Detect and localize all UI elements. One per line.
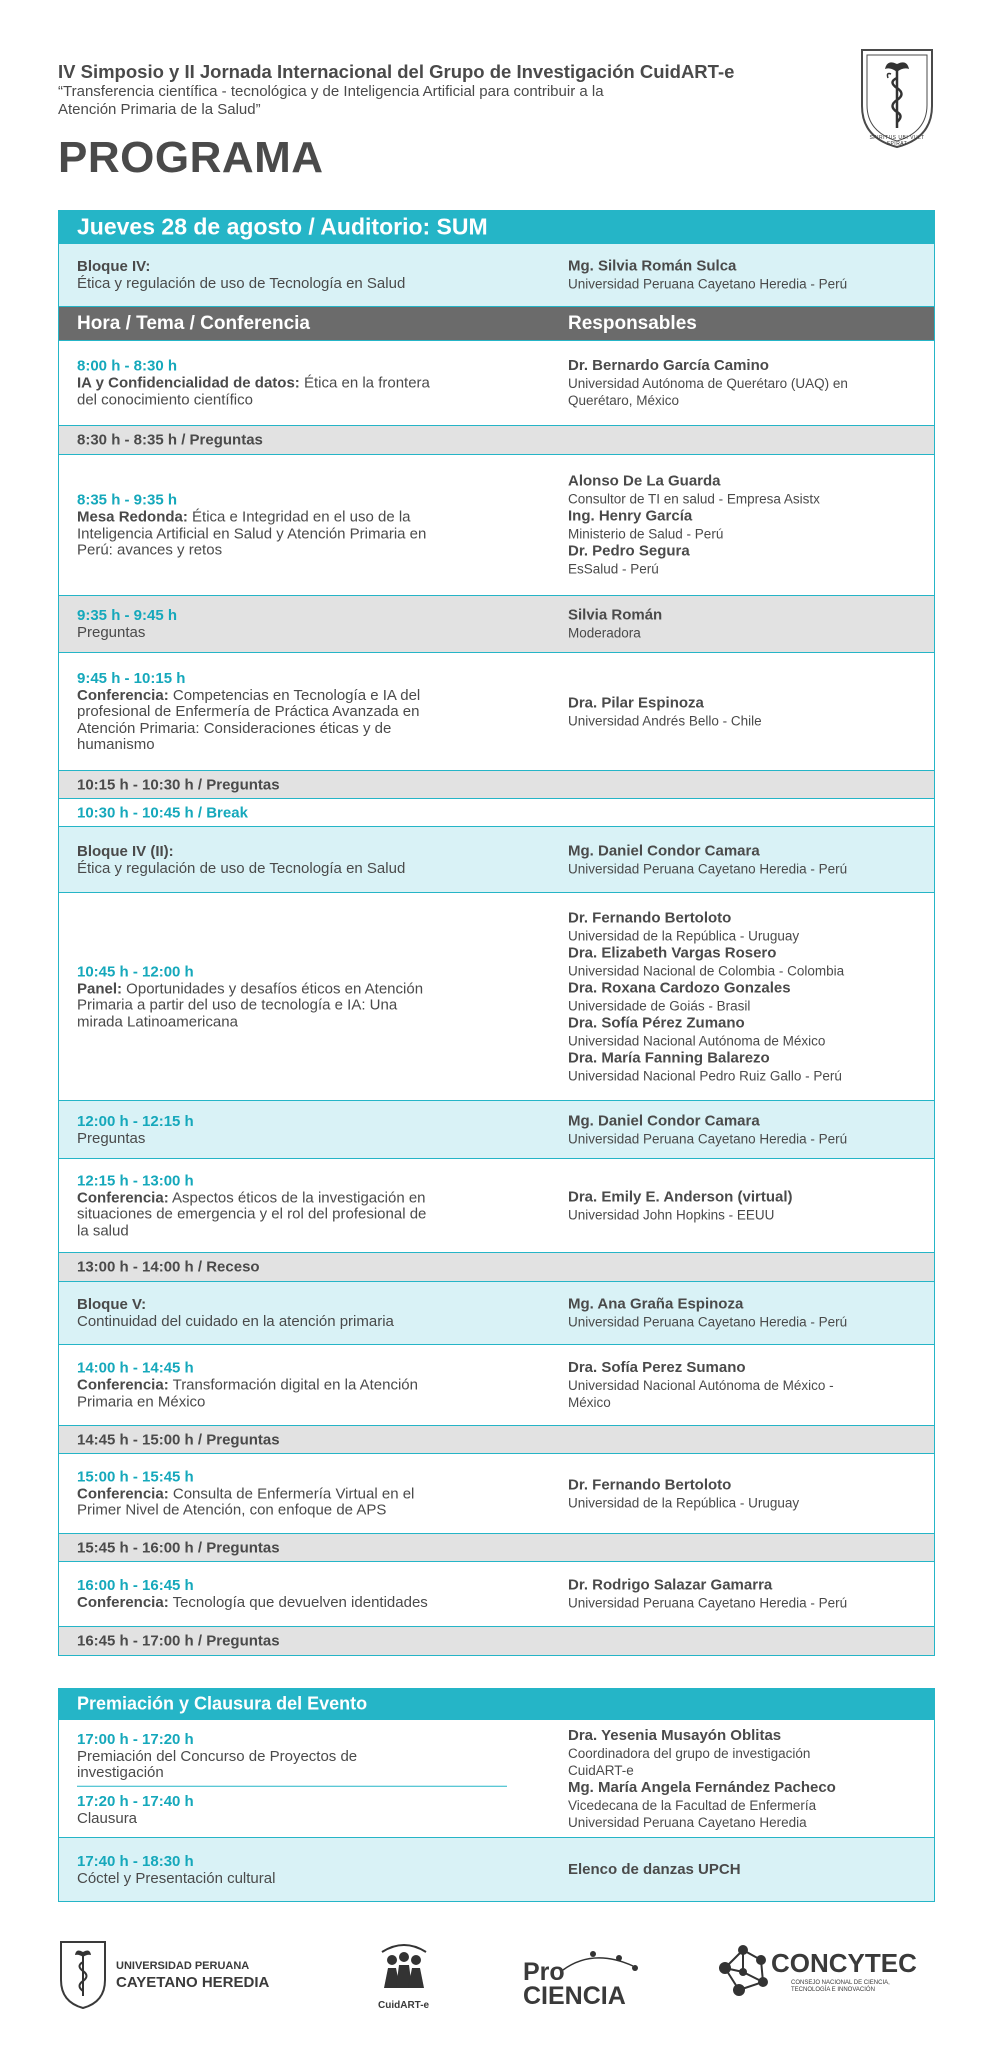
session-topic: Conferencia: Aspectos éticos de la investigación en situaciones de emergencia y el rol del profesional de la salud xyxy=(77,1188,427,1239)
session-time: 9:35 h - 9:45 h xyxy=(77,606,178,624)
concytec-network-icon xyxy=(713,1938,775,2004)
questions-row xyxy=(59,1626,934,1655)
concytec-name: CONCYTEC xyxy=(771,1948,917,1978)
session-topic: Clausura xyxy=(77,1809,138,1827)
speaker-name: Dra. Roxana Cardozo Gonzales xyxy=(568,979,791,996)
session-time: 12:15 h - 13:00 h xyxy=(77,1171,194,1189)
divider xyxy=(77,1785,507,1786)
upch-shield-icon xyxy=(58,1938,108,2010)
block-label: Bloque IV (II): xyxy=(77,842,174,860)
speaker-affiliation: Moderadora xyxy=(568,625,641,641)
session-time: 9:45 h - 10:15 h xyxy=(77,669,186,687)
concytec-logo xyxy=(713,1938,935,2014)
speaker-affiliation: Universidade de Goiás - Brasil xyxy=(568,998,751,1013)
speaker-name: Dr. Fernando Bertoloto xyxy=(568,1476,732,1493)
session-topic: Panel: Oportunidades y desafíos éticos en Atención Primaria a partir del uso de tecnología e IA: Una mirada Latinoamericana xyxy=(77,979,424,1030)
session-row xyxy=(59,595,934,652)
recess-label: 13:00 h - 14:00 h / Receso xyxy=(77,1258,260,1276)
prociencia-pro: Pro xyxy=(523,1958,565,1986)
block-title: Ética y regulación de uso de Tecnología en Salud xyxy=(77,859,406,877)
questions-label: 14:45 h - 15:00 h / Preguntas xyxy=(77,1431,280,1448)
questions-label: 10:15 h - 10:30 h / Preguntas xyxy=(77,776,280,793)
day-header xyxy=(59,211,934,243)
speaker-affiliation: Universidad Peruana Cayetano Heredia - Perú xyxy=(568,1131,848,1146)
session-topic: Preguntas xyxy=(77,623,146,641)
speaker-name: Dra. Yesenia Musayón Oblitas xyxy=(568,1726,782,1744)
event-subtitle-line2: Atención Primaria de la Salud” xyxy=(58,101,261,118)
speaker-name: Dra. Emily E. Anderson (virtual) xyxy=(568,1188,793,1205)
session-time: 12:00 h - 12:15 h xyxy=(77,1112,194,1130)
session-topic: Preguntas xyxy=(77,1129,146,1147)
page-title: PROGRAMA xyxy=(58,133,324,182)
recess-row xyxy=(59,1252,934,1281)
session-time: 17:20 h - 17:40 h xyxy=(77,1792,194,1810)
speaker-affiliation: EsSalud - Perú xyxy=(568,561,659,577)
speaker-affiliation: Universidad Nacional de Colombia - Colombia xyxy=(568,963,845,978)
session-row xyxy=(59,1453,934,1533)
prociencia-logo xyxy=(523,1944,663,2014)
crest-motto: SPIRITUS UBI VULT SPIRAT xyxy=(869,135,925,147)
concytec-subtitle: CONSEJO NACIONAL DE CIENCIA, TECNOLOGÍA E INNOVACIÓN xyxy=(791,1980,890,1993)
session-time: 14:00 h - 14:45 h xyxy=(77,1359,194,1377)
closing-row xyxy=(59,1837,934,1901)
event-title: IV Simposio y II Jornada Internacional del Grupo de Investigación CuidART-e xyxy=(58,61,735,82)
speaker-affiliation: Universidad Peruana Cayetano Heredia - Perú xyxy=(568,1595,848,1611)
cuidarte-logo xyxy=(374,1938,440,2018)
session-row xyxy=(59,340,934,425)
cuidarte-name: CuidART-e xyxy=(378,2000,430,2011)
block-row xyxy=(59,826,934,892)
session-time: 17:40 h - 18:30 h xyxy=(77,1852,194,1870)
session-time: 15:00 h - 15:45 h xyxy=(77,1468,194,1485)
session-row xyxy=(59,1344,934,1425)
session-topic: IA y Confidencialidad de datos: Ética en la frontera del conocimiento científico xyxy=(77,374,430,408)
session-topic: Conferencia: Tecnología que devuelven identidades xyxy=(77,1593,428,1611)
speaker-name: Ing. Henry García xyxy=(568,507,693,525)
day-title: Jueves 28 de agosto / Auditorio: SUM xyxy=(77,213,488,240)
speaker-name: Elenco de danzas UPCH xyxy=(568,1860,741,1878)
speaker-name: Dr. Fernando Bertoloto xyxy=(568,909,732,926)
speaker-affiliation: Universidad Nacional Autónoma de México xyxy=(568,1033,826,1048)
column-header-right: Responsables xyxy=(568,312,697,334)
speaker-affiliation: Ministerio de Salud - Perú xyxy=(568,526,724,542)
speaker-name: Dra. Sofía Pérez Zumano xyxy=(568,1014,745,1031)
block-title: Ética y regulación de uso de Tecnología en Salud xyxy=(77,275,406,292)
speaker-name: Dra. Elizabeth Vargas Rosero xyxy=(568,944,777,961)
speaker-name: Dr. Bernardo García Camino xyxy=(568,357,769,374)
questions-row xyxy=(59,425,934,454)
session-topic: Conferencia: Competencias en Tecnología e IA del profesional de Enfermería de Práctica Avanzada en Atención Primaria: Consideraciones éticas y de humanismo xyxy=(77,686,421,753)
session-row xyxy=(59,652,934,770)
session-row xyxy=(59,1561,934,1626)
break-label: 10:30 h - 10:45 h / Break xyxy=(77,804,248,821)
questions-row xyxy=(59,1533,934,1561)
speaker-name: Alonso De La Guarda xyxy=(568,472,721,490)
speaker-affiliation: Universidad Autónoma de Querétaro (UAQ) en Querétaro, México xyxy=(568,376,848,408)
speaker-name: Mg. Daniel Condor Camara xyxy=(568,842,760,859)
session-topic: Conferencia: Transformación digital en la Atención Primaria en México xyxy=(77,1376,418,1410)
block-label: Bloque IV: xyxy=(77,258,151,275)
speaker-affiliation: Universidad Peruana Cayetano Heredia - Perú xyxy=(568,861,848,876)
speaker-name: Dra. Sofía Perez Sumano xyxy=(568,1359,746,1376)
session-row xyxy=(59,1100,934,1158)
session-topic: Mesa Redonda: Ética e Integridad en el uso de la Inteligencia Artificial en Salud y Atención Primaria en Perú: avances y retos xyxy=(77,508,427,559)
upch-name-line2: CAYETANO HEREDIA xyxy=(116,1974,270,1991)
session-time: 16:00 h - 16:45 h xyxy=(77,1576,194,1594)
closing-header xyxy=(59,1689,934,1719)
prociencia-ciencia: CIENCIA xyxy=(523,1982,626,2010)
speaker-affiliation: Universidad John Hopkins - EEUU xyxy=(568,1207,775,1222)
upch-logo xyxy=(58,1938,298,2014)
session-topic: Conferencia: Consulta de Enfermería Virtual en el Primer Nivel de Atención, con enfoque de APS xyxy=(77,1485,415,1519)
session-time: 8:00 h - 8:30 h xyxy=(77,357,178,375)
block-row xyxy=(59,243,934,306)
speaker-affiliation: Universidad Nacional Autónoma de México - México xyxy=(568,1378,834,1410)
session-topic: Cóctel y Presentación cultural xyxy=(77,1869,276,1887)
speaker-name: Dr. Pedro Segura xyxy=(568,542,690,560)
event-subtitle-line1: “Transferencia científica - tecnológica y de Inteligencia Artificial para contribuir a la xyxy=(58,83,604,100)
speaker-affiliation: Universidad Peruana Cayetano Heredia - Perú xyxy=(568,276,848,292)
block-title: Continuidad del cuidado en la atención primaria xyxy=(77,1313,394,1330)
block-row xyxy=(59,1281,934,1344)
speaker-name: Mg. María Angela Fernández Pacheco xyxy=(568,1778,836,1796)
speaker-name: Mg. Silvia Román Sulca xyxy=(568,257,737,275)
questions-row xyxy=(59,1425,934,1453)
event-header xyxy=(58,60,858,119)
speaker-affiliation: Coordinadora del grupo de investigación CuidART-e xyxy=(568,1745,811,1778)
session-topic: Premiación del Concurso de Proyectos de investigación xyxy=(77,1747,358,1781)
speaker-name: Dr. Rodrigo Salazar Gamarra xyxy=(568,1576,773,1594)
session-time: 8:35 h - 9:35 h xyxy=(77,491,178,509)
speaker-affiliation: Vicedecana de la Facultad de Enfermería Universidad Peruana Cayetano Heredia xyxy=(568,1797,817,1830)
questions-row xyxy=(59,770,934,798)
cuidarte-people-icon xyxy=(374,1938,434,1998)
session-time: 17:00 h - 17:20 h xyxy=(77,1730,194,1748)
speaker-affiliation: Universidad de la República - Uruguay xyxy=(568,1495,800,1510)
speaker-name: Silvia Román xyxy=(568,606,663,624)
speaker-name: Mg. Daniel Condor Camara xyxy=(568,1112,760,1129)
speaker-name: Dra. María Fanning Balarezo xyxy=(568,1049,770,1066)
upch-name-line1: UNIVERSIDAD PERUANA xyxy=(116,1960,250,1972)
speaker-name: Mg. Ana Graña Espinoza xyxy=(568,1295,744,1313)
speaker-affiliation: Universidad Peruana Cayetano Heredia - Perú xyxy=(568,1314,848,1330)
session-time: 10:45 h - 12:00 h xyxy=(77,962,194,980)
footer-logos xyxy=(58,1938,935,2018)
session-row xyxy=(59,892,934,1100)
block-label: Bloque V: xyxy=(77,1296,147,1313)
questions-label: 8:30 h - 8:35 h / Preguntas xyxy=(77,431,263,449)
speaker-affiliation: Universidad Nacional Pedro Ruiz Gallo - Perú xyxy=(568,1068,842,1083)
questions-label: 15:45 h - 16:00 h / Preguntas xyxy=(77,1539,280,1556)
column-header-left: Hora / Tema / Conferencia xyxy=(77,312,310,334)
questions-label: 16:45 h - 17:00 h / Preguntas xyxy=(77,1632,280,1650)
closing-table xyxy=(58,1688,935,1902)
closing-title: Premiación y Clausura del Evento xyxy=(77,1693,368,1714)
break-row xyxy=(59,798,934,826)
speaker-affiliation: Universidad Andrés Bello - Chile xyxy=(568,713,762,728)
program-table xyxy=(58,210,935,1656)
speaker-name: Dra. Pilar Espinoza xyxy=(568,694,704,711)
session-row xyxy=(59,454,934,595)
column-header xyxy=(59,306,934,340)
session-row xyxy=(59,1158,934,1252)
speaker-affiliation: Consultor de TI en salud - Empresa Asistx xyxy=(568,491,820,507)
closing-row xyxy=(59,1719,934,1837)
speaker-affiliation: Universidad de la República - Uruguay xyxy=(568,928,800,943)
